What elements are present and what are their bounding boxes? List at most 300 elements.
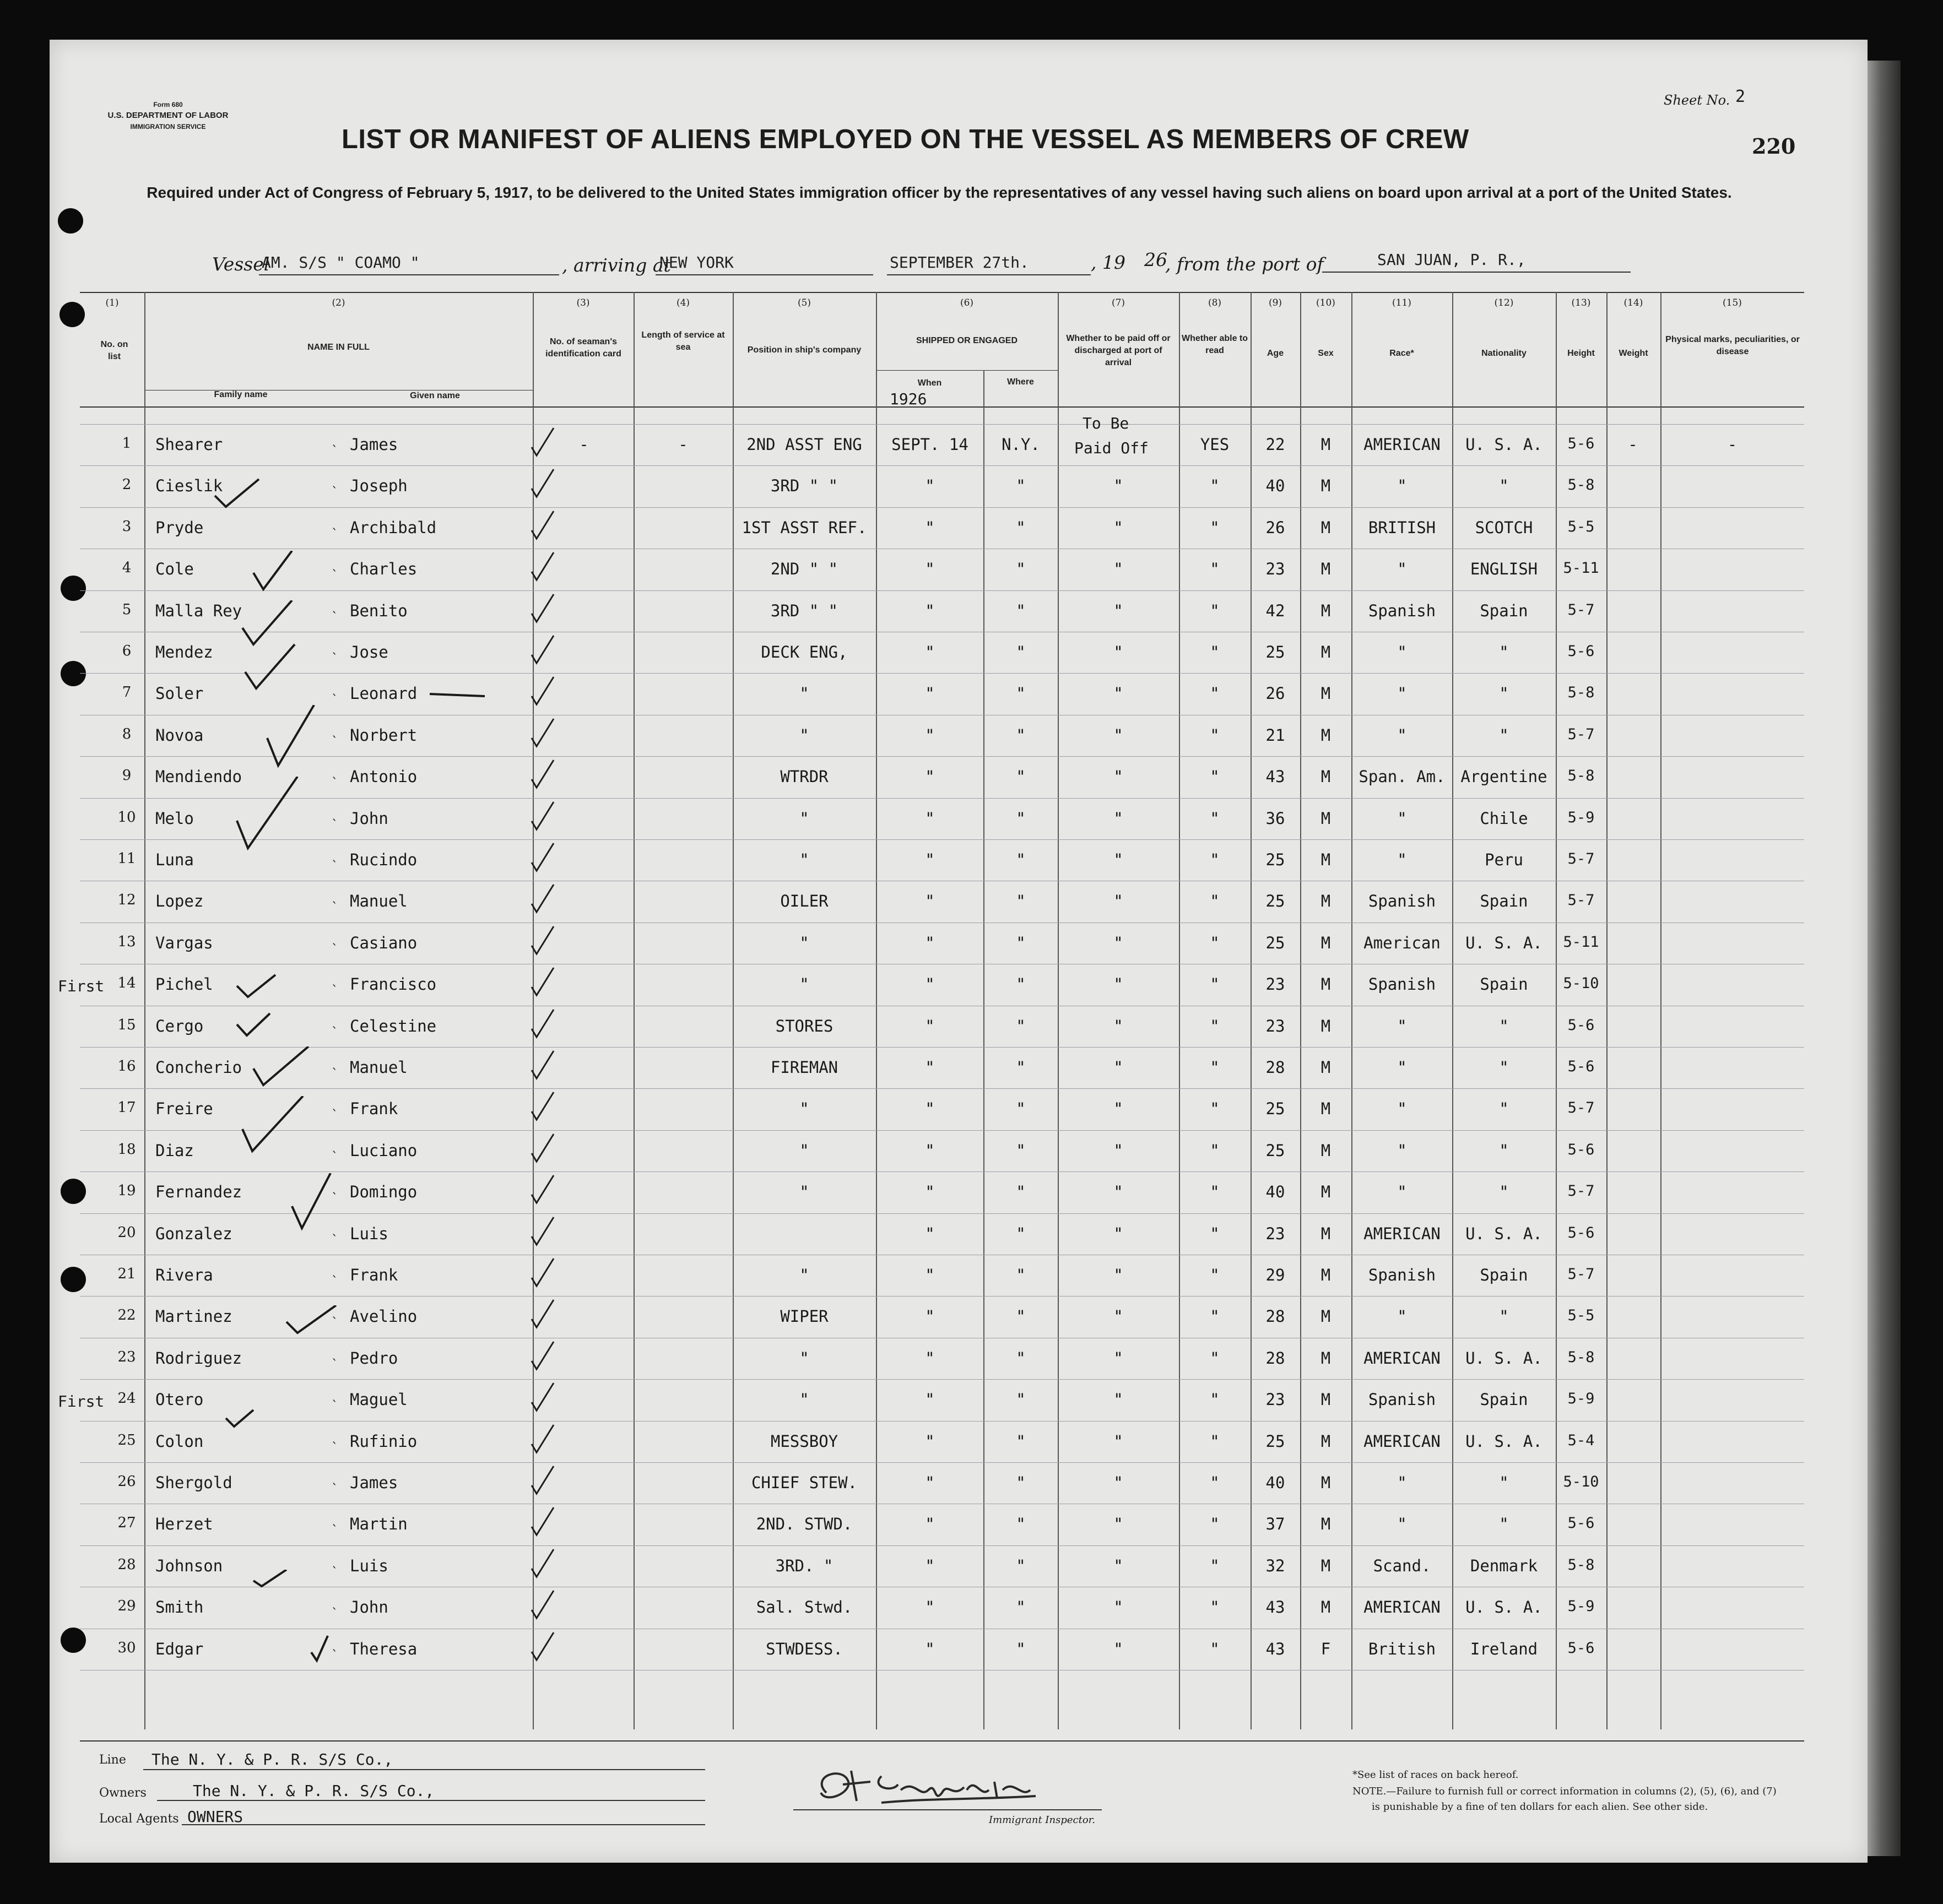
where-value: " [1016,518,1026,537]
agents-underline [182,1824,705,1825]
sex-value: M [1320,1099,1331,1118]
given-name: Joseph [350,476,408,495]
paid-off-value: " [1113,643,1123,661]
race-value: British [1368,1640,1436,1658]
paid-off-value: " [1113,1017,1123,1035]
sheet-number: 2 [1735,87,1746,106]
check-mark [529,1173,562,1206]
column-number: (8) [1208,297,1222,308]
age-value: 23 [1265,1224,1285,1243]
paid-off-value: " [1113,850,1123,869]
given-name: Leonard [350,684,418,703]
column-number: (5) [797,297,811,308]
row-number: 27 [117,1515,136,1531]
given-name: John [350,1598,388,1616]
nationality-value: Spain [1480,1390,1528,1409]
age-value: 25 [1265,892,1285,910]
row-number: 16 [117,1058,136,1075]
header-bottom-rule [80,406,1804,408]
where-value: " [1016,767,1026,786]
when-value: " [925,643,935,661]
check-mark [529,592,562,625]
family-name: Johnson [155,1556,223,1575]
race-value: AMERICAN [1363,1432,1441,1451]
height-value: 5-9 [1567,1598,1595,1615]
nationality-value: U. S. A. [1465,1224,1543,1243]
position-value: 2ND " " [770,560,838,578]
family-name: Pichel [155,975,213,994]
tick-mark: ˎ [331,1139,338,1153]
check-mark [529,924,562,957]
race-value: " [1397,560,1407,578]
shipped-subheader-rule [876,370,1058,371]
able-read-value: " [1210,1640,1220,1658]
position-value: " [799,850,809,869]
header-length-service: Length of service at sea [641,330,725,352]
where-value: " [1016,1099,1026,1118]
row-number: 13 [117,934,136,950]
inspector-signature [804,1760,1080,1820]
check-mark [529,1422,562,1455]
height-value: 5-6 [1567,1141,1595,1158]
able-read-value: " [1210,1182,1220,1201]
height-value: 5-8 [1567,1349,1595,1366]
paid-off-value: " [1113,1349,1123,1368]
able-read-value: " [1210,601,1220,620]
height-value: 5-6 [1567,1515,1595,1532]
family-name: Smith [155,1598,204,1616]
height-value: 5-8 [1567,1556,1595,1574]
form-number: Form 680 [153,101,183,109]
row-number: 30 [117,1640,136,1656]
tick-mark: ˎ [331,1222,338,1236]
when-value: SEPT. 14 [891,435,968,454]
sheet-label: Sheet No. [1664,93,1730,108]
race-value: Spanish [1368,601,1436,620]
row-number: 4 [122,560,132,576]
when-value: " [925,518,935,537]
check-mark [529,425,562,458]
age-value: 26 [1265,518,1285,537]
check-mark [529,716,562,749]
able-read-value: " [1210,726,1220,745]
tick-mark: ˎ [331,1263,338,1277]
race-value: " [1397,1058,1407,1077]
inspector-check-mark [264,705,342,782]
when-value: " [925,809,935,828]
able-read-value: " [1210,1556,1220,1575]
arriving-label: , arriving at [562,254,671,276]
race-value: " [1397,726,1407,745]
sex-value: M [1320,726,1331,745]
when-value: " [925,1099,935,1118]
tick-mark: ˎ [331,1554,338,1568]
nationality-value: SCOTCH [1475,518,1533,537]
position-value: " [799,726,809,745]
family-name: Fernandez [155,1182,242,1201]
paid-off-value: " [1113,1432,1123,1451]
check-mark [529,799,562,832]
able-read-value: " [1210,1598,1220,1616]
given-name: Norbert [350,726,418,745]
where-value: " [1016,1182,1026,1201]
given-name: Frank [350,1266,398,1284]
given-name: Martin [350,1515,408,1533]
race-value: American [1363,934,1441,952]
age-value: 40 [1265,1182,1285,1201]
row-number: 5 [122,601,132,618]
nationality-value: U. S. A. [1465,1598,1543,1616]
footer-rule [80,1740,1804,1742]
race-value: " [1397,1515,1407,1533]
tick-mark: ˎ [331,474,338,488]
able-read-value: " [1210,850,1220,869]
given-name: Rufinio [350,1432,418,1451]
age-value: 22 [1265,435,1285,454]
nationality-value: U. S. A. [1465,934,1543,952]
age-value: 29 [1265,1266,1285,1284]
race-value: " [1397,1473,1407,1492]
when-value: " [925,934,935,952]
inspector-check-mark [430,688,507,766]
race-value: BRITISH [1368,518,1436,537]
paid-off-value: " [1113,1182,1123,1201]
row-rule [80,1421,1804,1422]
position-value: " [799,1390,809,1409]
tick-mark: ˎ [331,682,338,696]
check-mark [529,1547,562,1580]
tick-mark: ˎ [331,641,338,654]
given-name: Luciano [350,1141,418,1160]
age-value: 43 [1265,1640,1285,1658]
check-mark [529,1463,562,1496]
header-no-on-list: No. on list [100,340,128,361]
sex-value: M [1320,1390,1331,1409]
sex-value: M [1320,1307,1331,1326]
inspector-check-mark [281,1305,358,1382]
race-value: Spanish [1368,1390,1436,1409]
header-shipped: SHIPPED OR ENGAGED [916,336,1018,345]
height-value: 5-11 [1563,560,1599,577]
family-name: Rivera [155,1266,213,1284]
family-name: Edgar [155,1640,204,1658]
given-name: Francisco [350,975,437,994]
line-value: The N. Y. & P. R. S/S Co., [151,1750,393,1769]
check-mark [529,1630,562,1663]
tick-mark: ˎ [331,765,338,779]
where-value: " [1016,1556,1026,1575]
when-value: " [925,1266,935,1284]
height-value: 5-9 [1567,809,1595,826]
race-value: " [1397,1099,1407,1118]
height-value: 5-6 [1567,1058,1595,1075]
header-where: Where [1007,377,1034,387]
position-value: " [799,1349,809,1368]
page-number: 220 [1752,134,1796,159]
where-value: " [1016,560,1026,578]
inspector-check-mark [209,474,286,551]
able-read-value: " [1210,809,1220,828]
sex-value: M [1320,601,1331,620]
height-value: 5-8 [1567,767,1595,784]
where-value: " [1016,684,1026,703]
position-value: " [799,1266,809,1284]
paid-off-value: " [1113,1556,1123,1575]
length-value: - [678,435,688,454]
header-weight: Weight [1619,349,1648,358]
header-position: Position in ship's company [747,345,862,355]
paid-off-value: " [1113,1224,1123,1243]
height-value: 5-10 [1563,1473,1599,1490]
where-value: " [1016,1141,1026,1160]
paid-off-line2: Paid Off [1074,439,1149,457]
paid-off-value: " [1113,1640,1123,1658]
position-value: Sal. Stwd. [756,1598,853,1616]
tick-mark: ˎ [331,931,338,945]
family-name: Rodriguez [155,1349,242,1368]
table-top-rule [80,292,1804,293]
given-name: John [350,809,388,828]
tick-mark: ˎ [331,807,338,821]
year-suffix: 26 [1144,249,1167,270]
where-value: " [1016,1640,1026,1658]
able-read-value: " [1210,560,1220,578]
when-value: " [925,601,935,620]
sex-value: M [1320,1058,1331,1077]
sex-value: M [1320,1349,1331,1368]
row-number: 25 [117,1432,136,1449]
able-read-value: " [1210,1349,1220,1368]
sex-value: M [1320,1017,1331,1035]
row-number: 3 [122,518,132,535]
position-value: " [799,975,809,994]
able-read-value: " [1210,934,1220,952]
race-value: " [1397,476,1407,495]
family-name: Mendiendo [155,767,242,786]
race-value: AMERICAN [1363,435,1441,454]
sex-value: M [1320,767,1331,786]
weight-value: - [1628,435,1638,454]
family-name: Shergold [155,1473,232,1492]
where-value: " [1016,1307,1026,1326]
age-value: 43 [1265,767,1285,786]
signature-underline [793,1809,1102,1810]
race-value: " [1397,1182,1407,1201]
tick-mark: ˎ [331,724,338,737]
row-rule [80,507,1804,508]
age-value: 26 [1265,684,1285,703]
check-mark [529,882,562,915]
family-name: Herzet [155,1515,213,1533]
height-value: 5-7 [1567,601,1595,619]
nationality-value: " [1499,1182,1509,1201]
header-age: Age [1267,349,1284,358]
nationality-value: " [1499,643,1509,661]
family-name: Luna [155,850,194,869]
race-value: AMERICAN [1363,1598,1441,1616]
row-number: 1 [122,435,132,452]
race-value: " [1397,809,1407,828]
tick-mark: ˎ [331,848,338,862]
sex-value: M [1320,1515,1331,1533]
row-number: 24 [117,1390,136,1407]
note-races: *See list of races on back hereof. [1352,1769,1519,1781]
family-name: Martinez [155,1307,232,1326]
where-value: " [1016,1432,1026,1451]
position-value: 2ND ASST ENG [746,435,862,454]
when-value: " [925,1432,935,1451]
row-rule [80,673,1804,674]
when-value: " [925,684,935,703]
row-rule [80,1545,1804,1546]
row-rule [80,465,1804,466]
height-value: 5-11 [1563,934,1599,951]
able-read-value: " [1210,1307,1220,1326]
column-number: (2) [332,297,345,308]
position-value: STORES [775,1017,834,1035]
where-value: " [1016,975,1026,994]
where-value: " [1016,1598,1026,1616]
check-mark [529,1339,562,1372]
where-value: " [1016,850,1026,869]
able-read-value: " [1210,1099,1220,1118]
row-rule [80,1296,1804,1297]
check-mark [529,550,562,583]
row-number: 8 [122,726,132,742]
header-nationality: Nationality [1481,349,1527,358]
given-name: James [350,435,398,454]
nationality-value: Peru [1485,850,1523,869]
row-number: 20 [117,1224,136,1241]
age-value: 43 [1265,1598,1285,1616]
tick-mark: ˎ [331,516,338,530]
check-mark [529,1048,562,1081]
department: U.S. DEPARTMENT OF LABOR [107,111,229,120]
check-mark [529,965,562,998]
row-number: 6 [122,643,132,659]
height-value: 5-7 [1567,892,1595,909]
sex-value: M [1320,892,1331,910]
given-name: James [350,1473,398,1492]
row-rule [80,424,1804,425]
where-value: " [1016,1017,1026,1035]
able-read-value: " [1210,1390,1220,1409]
family-name: Diaz [155,1141,194,1160]
check-mark [529,1297,562,1330]
paid-off-value: " [1113,601,1123,620]
row-number: 21 [117,1266,136,1282]
height-value: 5-5 [1567,518,1595,535]
race-value: Spanish [1368,892,1436,910]
where-value: " [1016,934,1026,952]
given-name: Rucindo [350,850,418,869]
row-number: 29 [117,1598,136,1614]
paid-off-value: " [1113,1058,1123,1077]
line-underline [143,1769,705,1770]
tick-mark: ˎ [331,1471,338,1485]
height-value: 5-8 [1567,684,1595,701]
able-read-value: " [1210,1266,1220,1284]
given-name: Antonio [350,767,418,786]
position-value: STWDESS. [766,1640,843,1658]
sex-value: M [1320,934,1331,952]
note-line-1: NOTE.—Failure to furnish full or correct information in columns (2), (5), (6), and (7) [1352,1786,1777,1797]
position-value: " [799,1099,809,1118]
given-name: Benito [350,601,408,620]
row-rule [80,1130,1804,1131]
tick-mark: ˎ [331,1512,338,1526]
paid-off-value: " [1113,1141,1123,1160]
row-rule [80,798,1804,799]
header-given-name: Given name [410,391,460,400]
nationality-value: " [1499,684,1509,703]
margin-note: First [58,977,105,995]
check-mark [529,1131,562,1164]
column-number: (14) [1623,297,1643,308]
race-value: " [1397,643,1407,661]
column-number: (10) [1316,297,1335,308]
height-value: 5-4 [1567,1432,1595,1449]
check-mark [529,508,562,541]
age-value: 23 [1265,560,1285,578]
legal-subtitle: Required under Act of Congress of February 5, 1917, to be delivered to the United States immigration officer by the representatives of any vessel having such aliens on board upon arrival at a port of the United States. [147,184,1732,201]
sex-value: M [1320,560,1331,578]
where-value: " [1016,726,1026,745]
row-number: 18 [117,1141,136,1158]
year-prefix: , 19 [1091,252,1125,273]
able-read-value: " [1210,476,1220,495]
nationality-value: U. S. A. [1465,435,1543,454]
where-value: " [1016,809,1026,828]
where-value: " [1016,1390,1026,1409]
when-value: " [925,975,935,994]
given-name: Maguel [350,1390,408,1409]
where-value: " [1016,1224,1026,1243]
race-value: " [1397,1141,1407,1160]
header-able-read: Whether able to read [1182,334,1248,355]
check-mark [529,466,562,500]
when-value: " [925,1307,935,1326]
agents-label: Local Agents [99,1812,179,1826]
tick-mark: ˎ [331,557,338,571]
row-number: 22 [117,1307,136,1323]
family-name: Pryde [155,518,204,537]
when-value: " [925,1349,935,1368]
age-value: 42 [1265,601,1285,620]
sex-value: M [1320,643,1331,661]
nationality-value: " [1499,1515,1509,1533]
given-name: Pedro [350,1349,398,1368]
tick-mark: ˎ [331,1305,338,1319]
tick-mark: ˎ [331,433,338,447]
age-value: 28 [1265,1307,1285,1326]
column-number: (11) [1392,297,1411,308]
sex-value: M [1320,1182,1331,1201]
given-name: Celestine [350,1017,437,1035]
height-value: 5-7 [1567,850,1595,867]
tick-mark: ˎ [331,1388,338,1402]
from-label: , from the port of [1165,253,1324,275]
check-mark [529,633,562,666]
header-height: Height [1567,349,1595,358]
race-value: Span. Am. [1359,767,1446,786]
row-rule [80,1462,1804,1463]
inspector-label: Immigrant Inspector. [989,1814,1096,1826]
when-value: " [925,1473,935,1492]
row-number: 19 [117,1182,136,1199]
able-read-value: " [1210,1432,1220,1451]
family-name: Mendez [155,643,213,661]
